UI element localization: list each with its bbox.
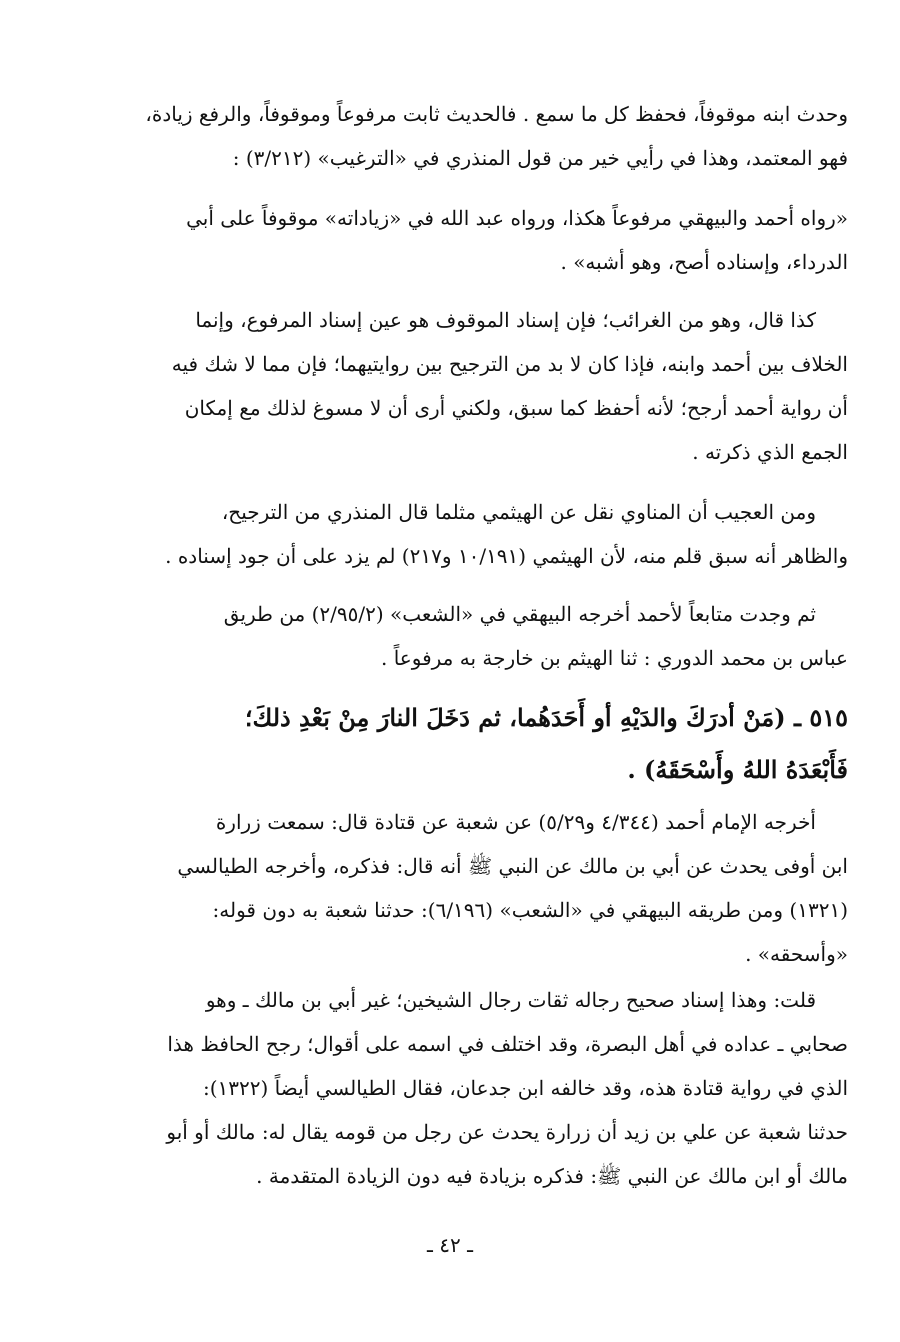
text-line: ابن أوفى يحدث عن أبي بن مالك عن النبي ﷺ أنه قال: فذكره، وأخرجه الطيالسي	[177, 854, 848, 878]
text-line: والظاهر أنه سبق قلم منه، لأن الهيثمي (١٠/١٩١ و٢١٧) لم يزد على أن جود إسناده .	[165, 544, 848, 568]
text-line: أخرجه الإمام أحمد (٤/٣٤٤ و٥/٢٩) عن شعبة عن قتادة قال: سمعت زرارة	[215, 810, 816, 834]
paragraph-5	[52, 592, 848, 680]
text-line: «وأسحقه» .	[745, 942, 848, 966]
text-line: الخلاف بين أحمد وابنه، فإذا كان لا بد من الترجيح بين روايتيهما؛ فإن مما لا شك فيه	[171, 352, 848, 376]
text-line: حدثنا شعبة عن علي بن زيد أن زرارة يحدث عن رجل من قومه يقال له: مالك أو أبو	[166, 1120, 848, 1144]
paragraph-1	[52, 92, 848, 180]
hadith-line: فَأَبْعَدَهُ اللهُ وأَسْحَقَهُ) .	[627, 755, 848, 784]
paragraph-7	[52, 978, 848, 1198]
text-line: قلت: وهذا إسناد صحيح رجاله ثقات رجال الشيخين؛ غير أبي بن مالك ـ وهو	[205, 988, 816, 1012]
paragraph-6	[52, 800, 848, 976]
text-line: ومن العجيب أن المناوي نقل عن الهيثمي مثلما قال المنذري من الترجيح،	[221, 500, 816, 524]
text-line: وحدث ابنه موقوفاً، فحفظ كل ما سمع . فالحديث ثابت مرفوعاً وموقوفاً، والرفع زيادة،	[145, 102, 848, 126]
hadith-heading	[52, 692, 848, 796]
paragraph-4	[52, 490, 848, 578]
hadith-line: ٥١٥ ـ (مَنْ أدرَكَ والدَيْهِ أو أَحَدَهُما، ثم دَخَلَ النارَ مِنْ بَعْدِ ذلكَ؛	[244, 703, 848, 732]
text-line: (١٣٢١) ومن طريقه البيهقي في «الشعب» (٦/١٩٦): حدثنا شعبة به دون قوله:	[212, 898, 848, 922]
text-line: الذي في رواية قتادة هذه، وقد خالفه ابن جدعان، فقال الطيالسي أيضاً (١٣٢٢):	[203, 1076, 848, 1100]
paragraph-2-quote	[52, 196, 848, 284]
text-line: الجمع الذي ذكرته .	[692, 440, 848, 464]
text-line: أن رواية أحمد أرجح؛ لأنه أحفظ كما سبق، ولكني أرى أن لا مسوغ لذلك مع إمكان	[184, 396, 848, 420]
text-line: عباس بن محمد الدوري : ثنا الهيثم بن خارجة به مرفوعاً .	[381, 646, 848, 670]
text-line: كذا قال، وهو من الغرائب؛ فإن إسناد الموقوف هو عين إسناد المرفوع، وإنما	[195, 308, 816, 332]
page-number: ـ ٤٢ ـ	[427, 1233, 473, 1257]
text-line: ثم وجدت متابعاً لأحمد أخرجه البيهقي في «الشعب» (٢/٩٥/٢) من طريق	[223, 602, 816, 626]
text-line: مالك أو ابن مالك عن النبي ﷺ: فذكره بزيادة فيه دون الزيادة المتقدمة .	[256, 1164, 848, 1188]
paragraph-3	[52, 298, 848, 474]
text-line: صحابي ـ عداده في أهل البصرة، وقد اختلف في اسمه على أقوال؛ رجح الحافظ هذا	[167, 1032, 848, 1056]
text-line: «رواه أحمد والبيهقي مرفوعاً هكذا، ورواه عبد الله في «زياداته» موقوفاً على أبي	[186, 206, 848, 230]
text-line: فهو المعتمد، وهذا في رأيي خير من قول المنذري في «الترغيب» (٣/٢١٢) :	[232, 146, 848, 170]
text-line: الدرداء، وإسناده أصح، وهو أشبه» .	[560, 250, 848, 274]
